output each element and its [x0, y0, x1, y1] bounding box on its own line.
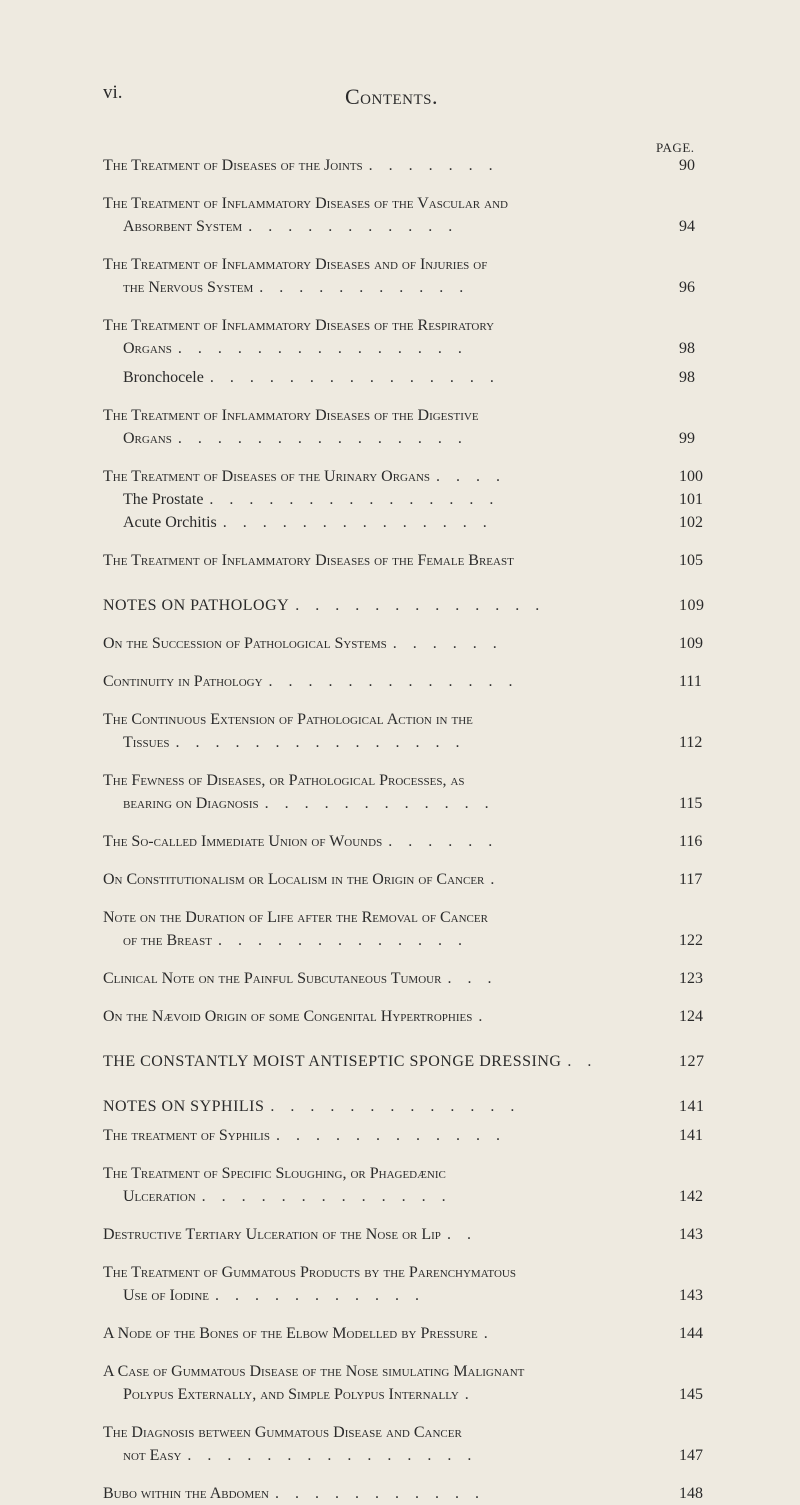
running-head	[0, 82, 800, 122]
entry-title: NOTES ON PATHOLOGY	[103, 597, 290, 614]
entry-page: 147	[679, 1447, 703, 1464]
entry-page: 96	[679, 279, 695, 296]
entry-page: 142	[679, 1188, 703, 1205]
contents-entry: On the Succession of Pathological Systems . . . . . . 109	[103, 632, 683, 655]
entry-title: The Treatment of Specific Sloughing, or Phagedænic	[103, 1165, 446, 1182]
entry-title: On the Succession of Pathological Systems	[103, 635, 387, 652]
entry-page: 109	[679, 597, 705, 614]
entry-title-cont: bearing on Diagnosis	[123, 795, 259, 812]
entry-page: 143	[679, 1287, 703, 1304]
entry-title: Note on the Duration of Life after the Removal of Cancer	[103, 909, 488, 926]
entry-page: 117	[679, 871, 703, 888]
contents-entry: A Node of the Bones of the Elbow Modelled by Pressure . 144	[103, 1322, 683, 1345]
page-number-roman: vi.	[103, 82, 123, 103]
entry-page: 94	[679, 218, 695, 235]
entry-title: The Fewness of Diseases, or Pathological Processes, as	[103, 772, 465, 789]
entry-page: 109	[679, 635, 703, 652]
entry-title-cont: the Nervous System	[123, 279, 254, 296]
contents-entry: The Treatment of Inflammatory Diseases and of Injuries of the Nervous System . . . . . . . . . . . 96	[103, 253, 683, 299]
entry-title: The Treatment of Inflammatory Diseases of the Respiratory	[103, 317, 495, 334]
contents-entry: The treatment of Syphilis . . . . . . . . . . . . 141	[103, 1124, 683, 1147]
contents-section-heading: NOTES ON SYPHILIS . . . . . . . . . . . . . 141	[103, 1095, 683, 1118]
entry-page: 90	[679, 157, 695, 174]
entry-title: The treatment of Syphilis	[103, 1127, 270, 1144]
contents-entry: The Treatment of Specific Sloughing, or Phagedænic Ulceration . . . . . . . . . . . . . 142	[103, 1162, 683, 1208]
contents-section-heading: NOTES ON PATHOLOGY . . . . . . . . . . . . . 109	[103, 594, 683, 617]
entry-title: The Prostate	[123, 491, 204, 508]
entry-title: The So-called Immediate Union of Wounds	[103, 833, 383, 850]
entry-page: 127	[679, 1053, 705, 1070]
entry-page: 101	[679, 491, 703, 508]
contents-entry: Bubo within the Abdomen . . . . . . . . . . . 148	[103, 1482, 683, 1505]
contents-entry: The So-called Immediate Union of Wounds . . . . . . 116	[103, 830, 683, 853]
entry-page: 144	[679, 1325, 703, 1342]
contents-entry: The Treatment of Diseases of the Urinary Organs . . . . 100	[103, 465, 683, 488]
entry-title: On the Nævoid Origin of some Congenital Hypertrophies	[103, 1008, 473, 1025]
contents-entry: The Diagnosis between Gummatous Disease and Cancer not Easy . . . . . . . . . . . . . . . 147	[103, 1421, 683, 1467]
entry-title: On Constitutionalism or Localism in the Origin of Cancer	[103, 871, 485, 888]
entry-page: 111	[679, 673, 702, 690]
entry-title: Continuity in Pathology	[103, 673, 263, 690]
entry-page: 105	[679, 552, 703, 569]
entry-title-cont: Use of Iodine	[123, 1287, 209, 1304]
contents-entry: The Treatment of Inflammatory Diseases of the Vascular and Absorbent System . . . . . . . . . . . 94	[103, 192, 683, 238]
entry-page: 122	[679, 932, 703, 949]
entry-page: 99	[679, 430, 695, 447]
contents-entry	[103, 549, 703, 572]
entry-title: The Diagnosis between Gummatous Disease and Cancer	[103, 1424, 462, 1441]
entry-title: Clinical Note on the Painful Subcutaneous Tumour	[103, 970, 442, 987]
entry-title-cont: Organs	[123, 430, 172, 447]
contents-entry: The Continuous Extension of Pathological Action in the Tissues . . . . . . . . . . . . . . . 112	[103, 708, 683, 754]
entry-title: A Node of the Bones of the Elbow Modelled by Pressure	[103, 1325, 478, 1342]
contents-list	[103, 154, 705, 1505]
contents-entry: Note on the Duration of Life after the Removal of Cancer of the Breast . . . . . . . . . . . . . 122	[103, 906, 683, 952]
entry-title: NOTES ON SYPHILIS	[103, 1098, 265, 1115]
entry-title-cont: Organs	[123, 340, 172, 357]
entry-title: The Continuous Extension of Pathological Action in the	[103, 711, 473, 728]
entry-title: Acute Orchitis	[123, 514, 217, 531]
contents-entry: On the Nævoid Origin of some Congenital Hypertrophies . 124	[103, 1005, 683, 1028]
contents-entry: The Treatment of Diseases of the Joints . . . . . . . 90	[103, 154, 683, 177]
entry-page: 148	[679, 1485, 703, 1502]
entry-title-cont: Ulceration	[123, 1188, 196, 1205]
entry-page: 100	[679, 468, 703, 485]
contents-entry: On Constitutionalism or Localism in the Origin of Cancer . 117	[103, 868, 683, 891]
contents-entry: Destructive Tertiary Ulceration of the Nose or Lip . . 143	[103, 1223, 683, 1246]
contents-entry: Clinical Note on the Painful Subcutaneous Tumour . . . 123	[103, 967, 683, 990]
entry-page: 123	[679, 970, 703, 987]
entry-page: 98	[679, 369, 695, 386]
entry-page: 145	[679, 1386, 703, 1403]
entry-title-cont: of the Breast	[123, 932, 212, 949]
contents-entry: Bronchocele . . . . . . . . . . . . . . . 98	[103, 366, 683, 389]
entry-title: The Treatment of Diseases of the Joints	[103, 157, 363, 174]
contents-entry: A Case of Gummatous Disease of the Nose simulating Malignant Polypus Externally, and Simple Polypus Internally . 145	[103, 1360, 683, 1406]
entry-title: Destructive Tertiary Ulceration of the Nose or Lip	[103, 1226, 441, 1243]
contents-entry: Continuity in Pathology . . . . . . . . . . . . . 111	[103, 670, 683, 693]
contents-entry: The Treatment of Inflammatory Diseases of the Digestive Organs . . . . . . . . . . . . . . . 99	[103, 404, 683, 450]
entry-title-cont: Absorbent System	[123, 218, 243, 235]
contents-entry: Acute Orchitis . . . . . . . . . . . . . . 102	[103, 511, 683, 534]
entry-title: The Treatment of Inflammatory Diseases of the Vascular and	[103, 195, 508, 212]
entry-title: The Treatment of Gummatous Products by the Parenchymatous	[103, 1264, 516, 1281]
entry-title: Bronchocele	[123, 369, 204, 386]
entry-title: The Treatment of Inflammatory Diseases of the Female Breast	[103, 552, 514, 569]
entry-page: 115	[679, 795, 703, 812]
entry-title-cont: Polypus Externally, and Simple Polypus Internally	[123, 1386, 459, 1403]
entry-title-cont: not Easy	[123, 1447, 182, 1464]
page-column-label: PAGE.	[656, 140, 695, 155]
contents-entry: The Treatment of Gummatous Products by the Parenchymatous Use of Iodine . . . . . . . . . . . 143	[103, 1261, 683, 1307]
page-title: Contents.	[345, 84, 439, 109]
entry-title: Bubo within the Abdomen	[103, 1485, 269, 1502]
entry-title: The Treatment of Inflammatory Diseases of the Digestive	[103, 407, 479, 424]
entry-title: The Treatment of Diseases of the Urinary Organs	[103, 468, 430, 485]
entry-page: 124	[679, 1008, 703, 1025]
entry-page: 141	[679, 1098, 705, 1115]
entry-page: 116	[679, 833, 703, 850]
entry-title: The Treatment of Inflammatory Diseases and of Injuries of	[103, 256, 488, 273]
entry-page: 98	[679, 340, 695, 357]
entry-title-cont: Tissues	[123, 734, 170, 751]
contents-section-heading: THE CONSTANTLY MOIST ANTISEPTIC SPONGE DRESSING . . 127	[103, 1050, 683, 1073]
entry-page: 102	[679, 514, 703, 531]
contents-entry: The Fewness of Diseases, or Pathological Processes, as bearing on Diagnosis . . . . . . . . . . . . 115	[103, 769, 683, 815]
contents-entry: The Treatment of Inflammatory Diseases of the Respiratory Organs . . . . . . . . . . . . . . . 98	[103, 314, 683, 360]
entry-page: 112	[679, 734, 703, 751]
entry-page: 141	[679, 1127, 703, 1144]
entry-title: THE CONSTANTLY MOIST ANTISEPTIC SPONGE DRESSING	[103, 1053, 562, 1070]
entry-title: A Case of Gummatous Disease of the Nose simulating Malignant	[103, 1363, 525, 1380]
contents-entry: The Prostate . . . . . . . . . . . . . . . 101	[103, 488, 683, 511]
entry-page: 143	[679, 1226, 703, 1243]
